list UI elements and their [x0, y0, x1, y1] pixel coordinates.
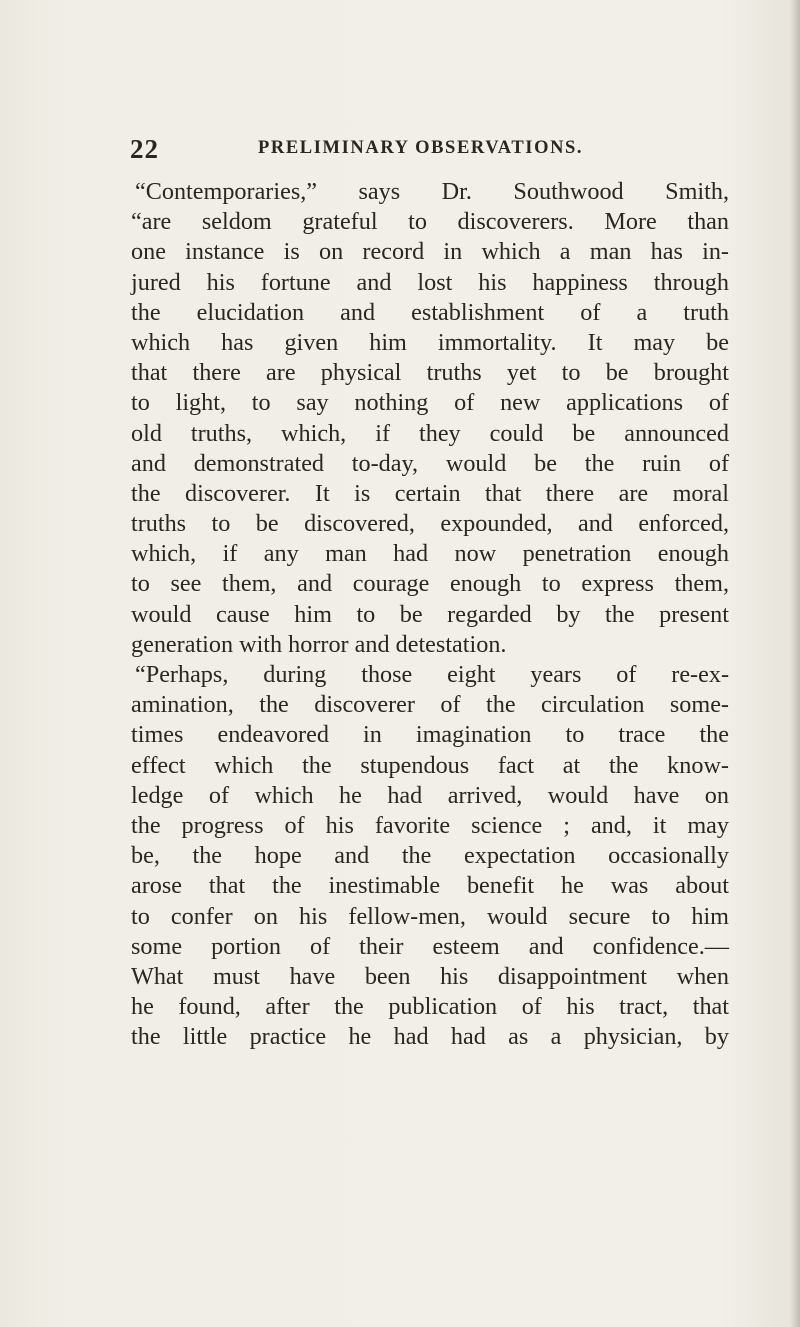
text-line: jured his fortune and lost his happiness through	[131, 268, 729, 296]
text-line: the little practice he had had as a physician, by	[131, 1023, 729, 1051]
text-line: times endeavored in imagination to trace the	[131, 721, 729, 749]
text-line: the progress of his favorite science ; and, it may	[131, 811, 729, 839]
text-line: he found, after the publication of his tract, that	[131, 993, 729, 1021]
text-line: old truths, which, if they could be announced	[131, 419, 729, 447]
text-line: the elucidation and establishment of a truth	[131, 298, 729, 326]
running-head: PRELIMINARY OBSERVATIONS.	[258, 138, 584, 158]
text-line: to see them, and courage enough to express them,	[131, 570, 729, 598]
text-line: truths to be discovered, expounded, and enforced,	[131, 510, 729, 538]
text-line: “Contemporaries,” says Dr. Southwood Smith,	[135, 178, 729, 205]
page-edge-shadow	[790, 0, 800, 1327]
text-line: effect which the stupendous fact at the know-	[131, 751, 729, 779]
text-line: ledge of which he had arrived, would have on	[131, 781, 729, 809]
page-number: 22	[130, 134, 159, 164]
text-line: the discoverer. It is certain that there are moral	[131, 479, 729, 507]
text-line: one instance is on record in which a man has in-	[131, 238, 729, 266]
text-line: to light, to say nothing of new applications of	[131, 389, 729, 417]
text-line: which has given him immortality. It may be	[131, 328, 729, 356]
body-text	[131, 177, 729, 1052]
text-line: to confer on his fellow-men, would secure to him	[131, 902, 729, 930]
text-line: “Perhaps, during those eight years of re-ex-	[135, 661, 729, 688]
page-header	[130, 134, 730, 174]
text-line: generation with horror and detestation.	[131, 630, 507, 658]
text-line: What must have been his disappointment when	[131, 962, 729, 990]
text-line: which, if any man had now penetration enough	[131, 540, 729, 568]
text-line: some portion of their esteem and confidence.—	[131, 932, 729, 960]
text-line: would cause him to be regarded by the present	[131, 600, 729, 628]
text-line: amination, the discoverer of the circulation some-	[131, 691, 729, 719]
text-line: that there are physical truths yet to be brought	[131, 359, 729, 387]
text-line: and demonstrated to-day, would be the ruin of	[131, 449, 729, 477]
text-line: arose that the inestimable benefit he was about	[131, 872, 729, 900]
text-line: be, the hope and the expectation occasionally	[131, 842, 729, 870]
text-line: “are seldom grateful to discoverers. More than	[131, 208, 729, 236]
